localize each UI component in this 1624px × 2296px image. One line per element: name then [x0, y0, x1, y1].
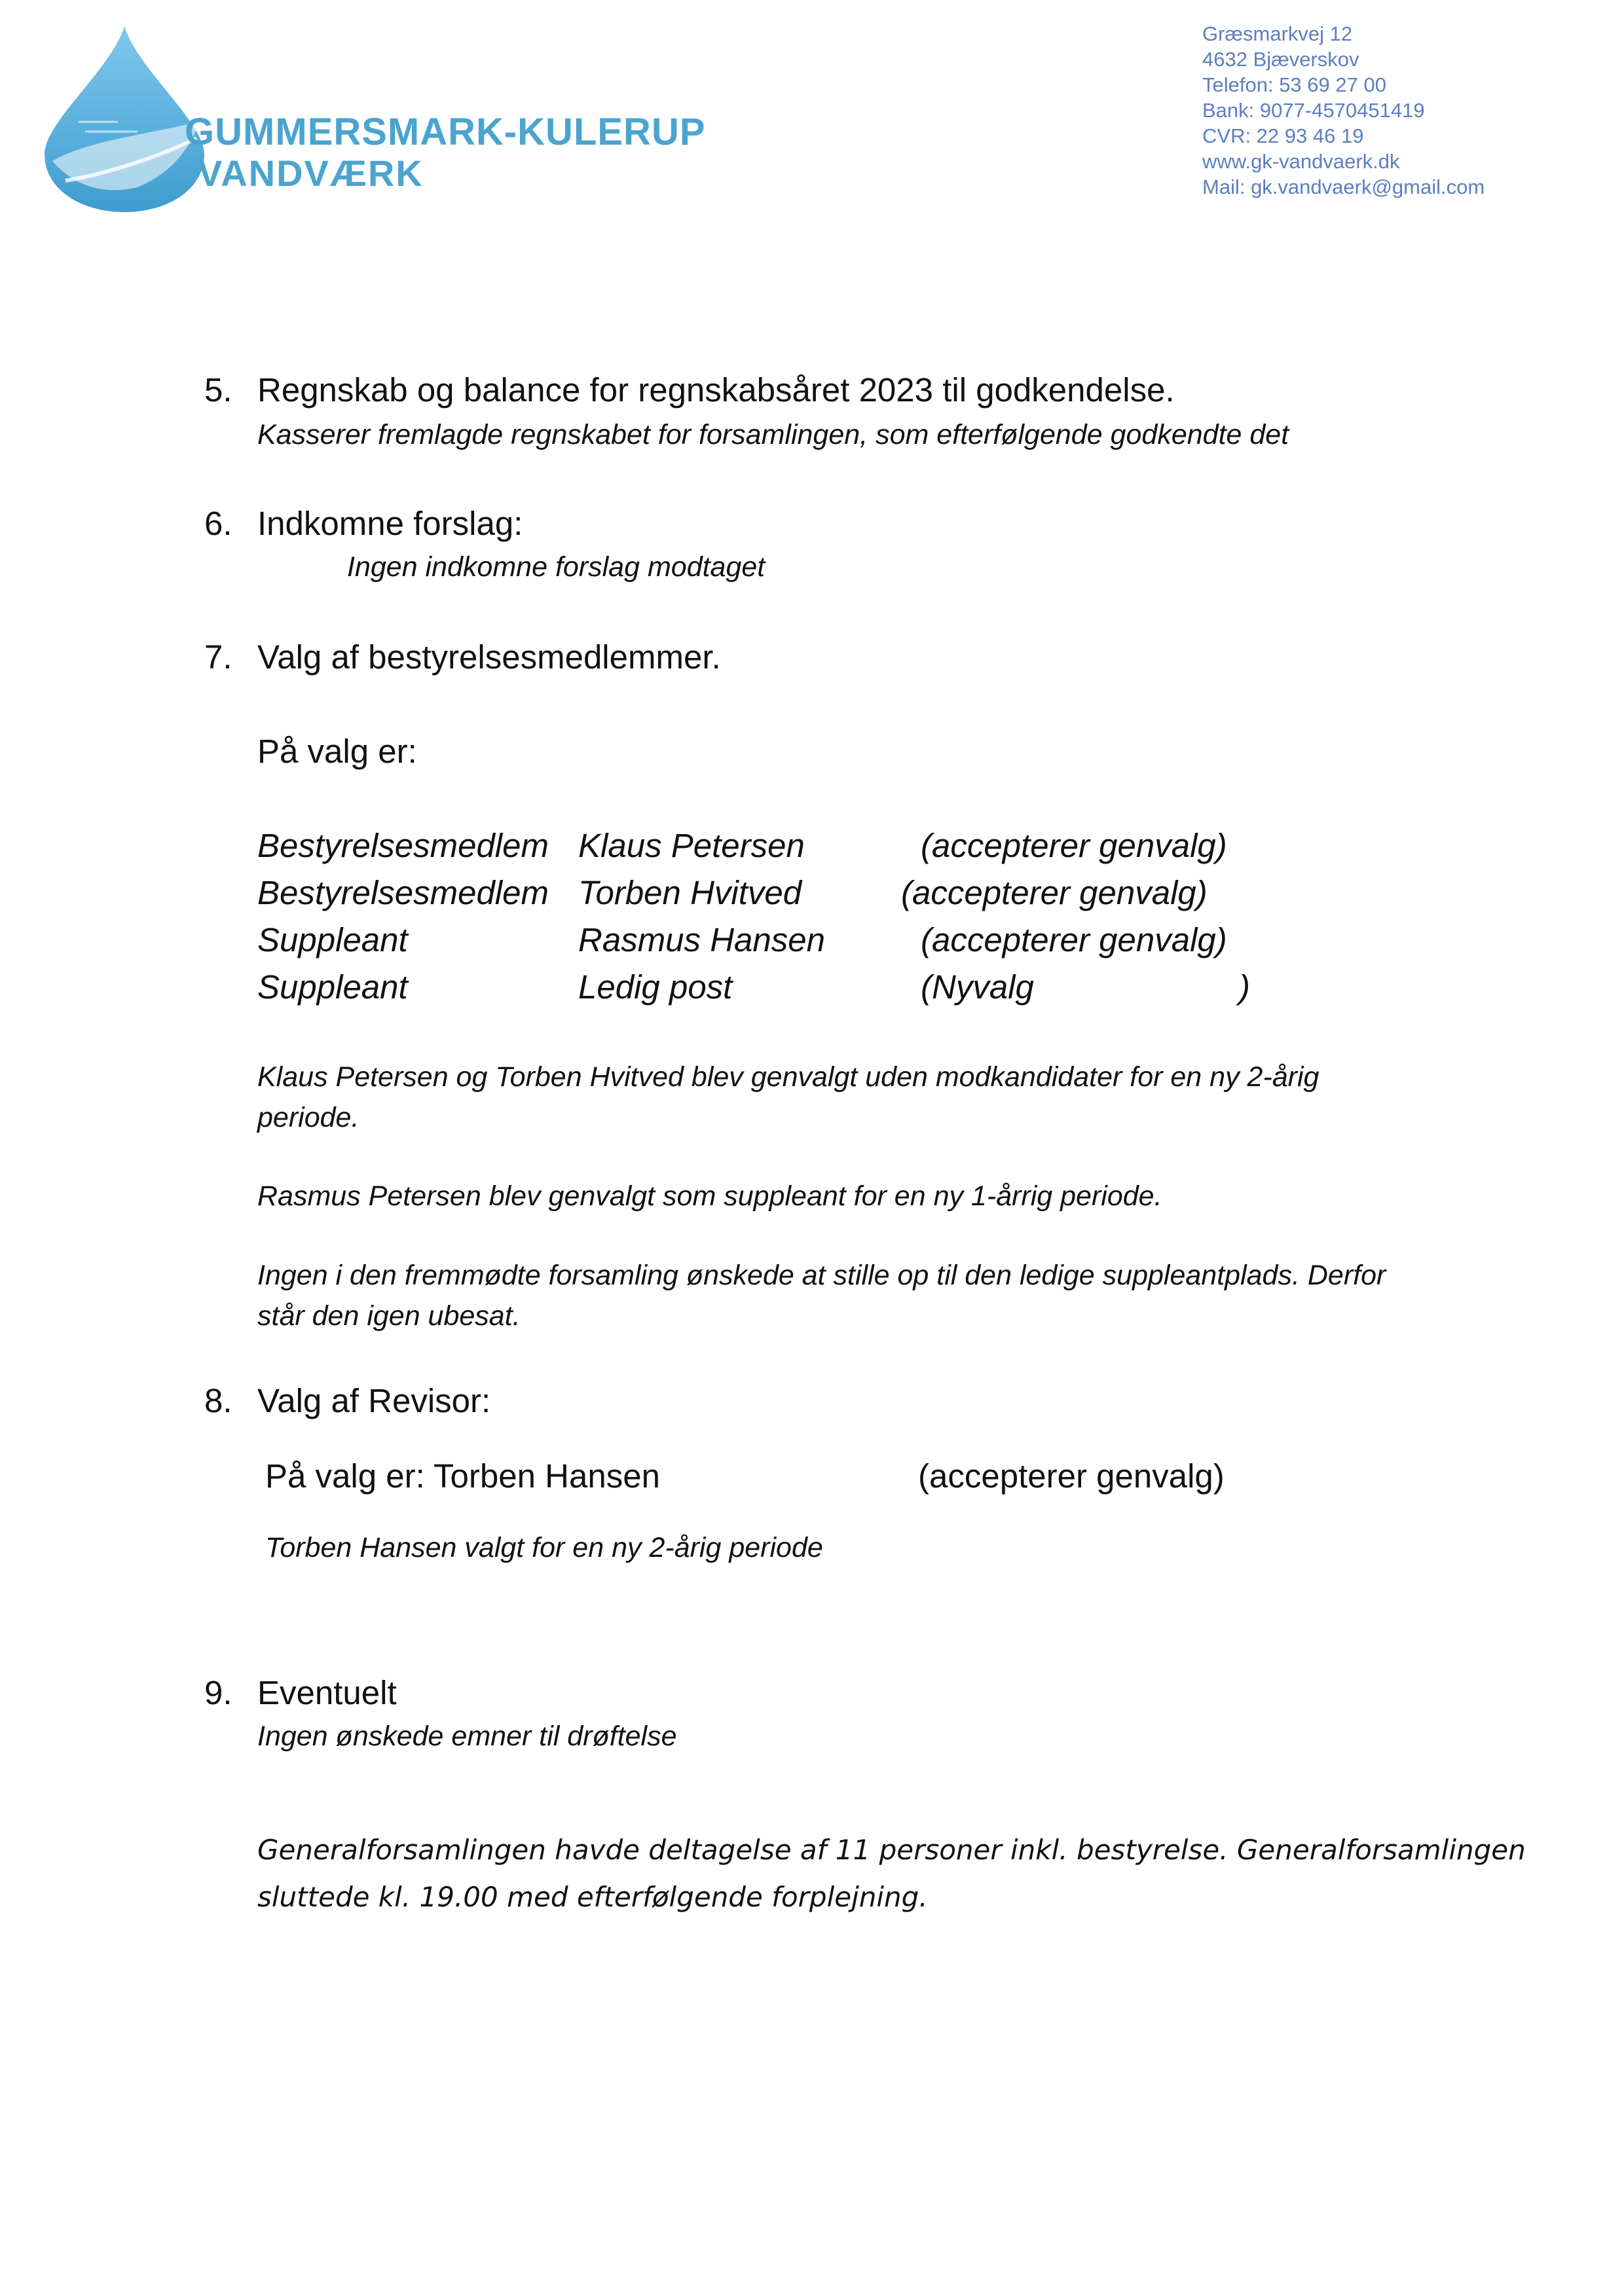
- org-name-line1: GUMMERSMARK-KULERUP: [185, 111, 706, 153]
- contact-cvr: CVR: 22 93 46 19: [1202, 124, 1364, 147]
- item6-note: Ingen indkomne forslag modtaget: [347, 551, 766, 583]
- water-drop-logo-icon: [39, 24, 210, 215]
- candidate-name: Klaus Petersen: [578, 827, 805, 864]
- candidate-name: Ledig post: [578, 968, 733, 1006]
- item7-para2: Rasmus Petersen blev genvalgt som suppleant for en ny 1-årrig periode.: [257, 1180, 1162, 1212]
- item5-note: Kasserer fremlagde regnskabet for forsamlingen, som efterfølgende godkendte det: [257, 419, 1289, 450]
- item9-note: Ingen ønskede emner til drøftelse: [257, 1721, 677, 1752]
- contact-postal: 4632 Bjæverskov: [1202, 48, 1359, 71]
- item5-title: Regnskab og balance for regnskabsåret 2023 til godkendelse.: [257, 371, 1175, 409]
- contact-phone: Telefon: 53 69 27 00: [1202, 73, 1386, 96]
- candidate-role: Bestyrelsesmedlem: [257, 874, 549, 911]
- candidate-status: (accepterer genvalg): [901, 874, 1208, 911]
- contact-street: Græsmarkvej 12: [1202, 22, 1353, 45]
- item7-para3-line2: står den igen ubesat.: [257, 1300, 521, 1332]
- contact-bank: Bank: 9077-4570451419: [1202, 99, 1425, 122]
- item5-number: 5.: [204, 371, 232, 409]
- candidate-status: (Nyvalg: [921, 968, 1034, 1006]
- item8-title: Valg af Revisor:: [257, 1382, 491, 1419]
- item9-title: Eventuelt: [257, 1674, 397, 1711]
- contact-mail: Mail: gk.vandvaerk@gmail.com: [1202, 175, 1485, 198]
- item8-status: (accepterer genvalg): [918, 1457, 1225, 1495]
- item7-title: Valg af bestyrelsesmedlemmer.: [257, 638, 721, 676]
- candidate-status: (accepterer genvalg): [921, 827, 1227, 864]
- item9-number: 9.: [204, 1674, 232, 1711]
- item7-subtitle: På valg er:: [257, 733, 417, 770]
- item8-candidate-line: På valg er: Torben Hansen: [265, 1457, 660, 1495]
- org-name-line2: VANDVÆRK: [198, 153, 424, 194]
- candidate-name: Rasmus Hansen: [578, 921, 825, 958]
- candidate-role: Bestyrelsesmedlem: [257, 827, 549, 864]
- closing-line1: Generalforsamlingen havde deltagelse af 11 personer inkl. bestyrelse. Generalforsamlingen: [257, 1834, 1526, 1866]
- closing-line2: sluttede kl. 19.00 med efterfølgende forplejning.: [257, 1881, 928, 1913]
- item6-title: Indkomne forslag:: [257, 505, 523, 542]
- contact-block: [1202, 21, 1485, 200]
- item7-number: 7.: [204, 638, 232, 676]
- item6-number: 6.: [204, 505, 232, 542]
- candidate-status: (accepterer genvalg): [921, 921, 1227, 958]
- contact-web: www.gk-vandvaerk.dk: [1202, 150, 1400, 173]
- candidate-role: Suppleant: [257, 921, 408, 958]
- candidate-status-close: ): [1239, 968, 1250, 1006]
- item8-number: 8.: [204, 1382, 232, 1419]
- candidate-role: Suppleant: [257, 968, 408, 1006]
- item8-note: Torben Hansen valgt for en ny 2-årig periode: [265, 1532, 823, 1563]
- item7-para3-line1: Ingen i den fremmødte forsamling ønskede at stille op til den ledige suppleantplads. Derfor: [257, 1260, 1386, 1291]
- candidate-name: Torben Hvitved: [578, 874, 802, 911]
- item7-para1-line2: periode.: [257, 1102, 360, 1133]
- item7-para1-line1: Klaus Petersen og Torben Hvitved blev genvalgt uden modkandidater for en ny 2-årig: [257, 1061, 1320, 1093]
